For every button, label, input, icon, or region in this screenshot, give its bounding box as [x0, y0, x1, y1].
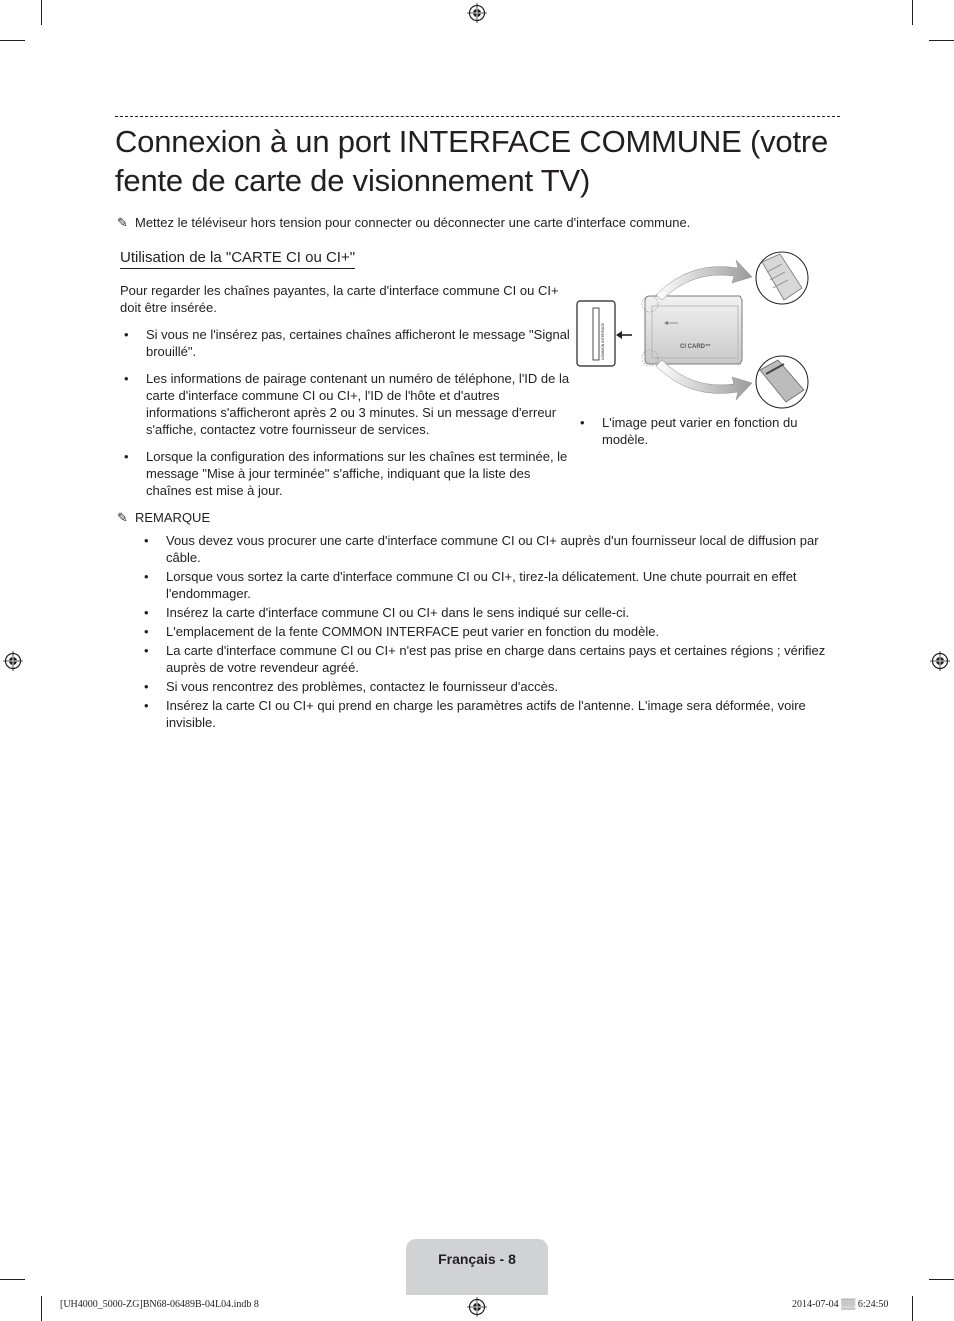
section-heading: Utilisation de la "CARTE CI ou CI+" — [120, 248, 355, 269]
list-item: • Vous devez vous procurer une carte d'interface commune CI ou CI+ auprès d'un fournisseur local de diffusion par câble. — [142, 532, 842, 566]
slot-label: COMMON INTERFACE — [601, 323, 605, 360]
crop-mark — [929, 40, 954, 41]
registration-mark-icon — [930, 651, 950, 671]
list-item: • Lorsque la configuration des informations sur les chaînes est terminée, le message "Mise à jour terminée" s'affiche, indiquant que la liste des chaînes est mise à jour. — [122, 448, 572, 499]
card-label: CI CARD™ — [680, 344, 711, 350]
print-slug-left: [UH4000_5000-ZG]BN68-06489B-04L04.indb 8 — [60, 1299, 259, 1310]
remarks-label: REMARQUE — [135, 510, 211, 525]
section-bullet-list — [122, 326, 572, 509]
list-item: • Insérez la carte d'interface commune CI ou CI+ dans le sens indiqué sur celle-ci. — [142, 604, 842, 621]
list-item: • L'emplacement de la fente COMMON INTERFACE peut varier en fonction du modèle. — [142, 623, 842, 640]
registration-mark-icon — [467, 1297, 487, 1317]
section-divider — [115, 116, 840, 117]
crop-mark — [912, 0, 913, 25]
list-item: • Insérez la carte CI ou CI+ qui prend en charge les paramètres actifs de l'antenne. L'image sera déformée, voire invisible. — [142, 697, 842, 731]
section-intro: Pour regarder les chaînes payantes, la carte d'interface commune CI ou CI+ doit être insérée. — [120, 283, 559, 315]
list-item: • Si vous ne l'insérez pas, certaines chaînes afficheront le message "Signal brouillé". — [122, 326, 572, 360]
crop-mark — [0, 40, 25, 41]
registration-mark-icon — [467, 3, 487, 23]
remarks-list — [142, 532, 842, 733]
pencil-note-icon: ✎ — [117, 510, 128, 525]
pencil-note-icon: ✎ — [117, 215, 128, 230]
crop-mark — [41, 0, 42, 25]
crop-mark — [41, 1296, 42, 1321]
list-item: • La carte d'interface commune CI ou CI+ n'est pas prise en charge dans certains pays et certaines régions ; vérifiez auprès de votre revendeur agréé. — [142, 642, 842, 676]
registration-mark-icon — [3, 651, 23, 671]
list-item: • Les informations de pairage contenant un numéro de téléphone, l'ID de la carte d'interface commune CI ou CI+, l'ID de l'hôte et d'autres informations s'afficheront après 2 ou 3 minutes. Si un message d'erreur s'affiche, contactez votre fournisseur de services. — [122, 370, 572, 438]
ci-card-illustration — [572, 250, 812, 410]
top-note-text: Mettez le téléviseur hors tension pour connecter ou déconnecter une carte d'interface commune. — [135, 215, 691, 230]
crop-mark — [0, 1279, 25, 1280]
top-note — [117, 214, 690, 232]
list-item: • Lorsque vous sortez la carte d'interface commune CI ou CI+, tirez-la délicatement. Une chute pourrait en effet l'endommager. — [142, 568, 842, 602]
figure-caption: • L'image peut varier en fonction du modèle. — [578, 414, 823, 448]
page-title: Connexion à un port INTERFACE COMMUNE (votre fente de carte de visionnement TV) — [115, 124, 829, 198]
crop-mark — [912, 1296, 913, 1321]
crop-mark — [929, 1279, 954, 1280]
figure-caption-list — [578, 414, 823, 448]
page-number: Français - 8 — [438, 1251, 516, 1267]
list-item: • Si vous rencontrez des problèmes, contactez le fournisseur d'accès. — [142, 678, 842, 695]
remarks-heading — [117, 509, 210, 527]
print-slug-right: 2014-07-04 ▒▒ 6:24:50 — [792, 1299, 889, 1310]
